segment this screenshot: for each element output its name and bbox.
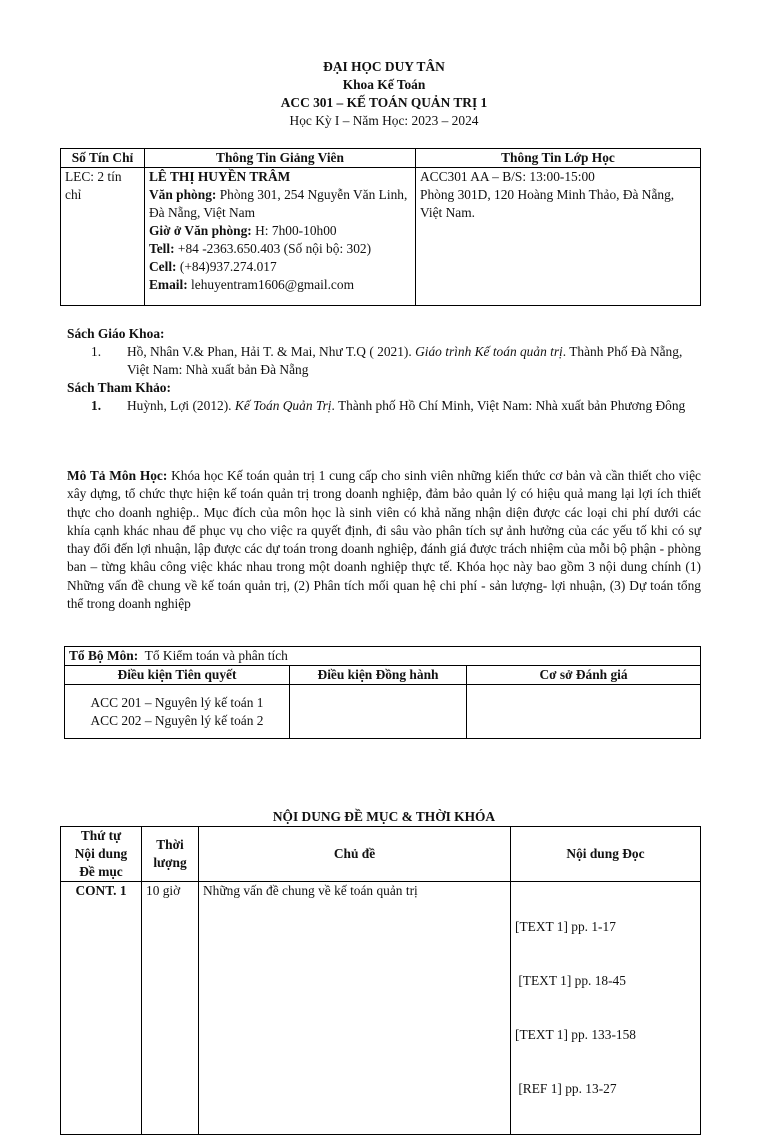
textbook-title: Sách Giáo Khoa: (67, 326, 165, 341)
reading-item: [REF 1] pp. 13-27 (515, 1081, 617, 1096)
prereq-cell (65, 685, 290, 739)
department-table (64, 646, 701, 739)
office-label: Văn phòng: (149, 187, 217, 202)
credits-header: Số Tín Chỉ (61, 149, 145, 168)
lecturer-email (149, 276, 411, 294)
assessment-header: Cơ sở Đánh giá (467, 666, 701, 685)
assessment-cell (467, 685, 701, 739)
time-cell: 10 giờ (142, 882, 199, 1135)
class-info-cell (416, 168, 701, 306)
order-header-line: Thứ tự (80, 828, 122, 843)
order-header-line: Đề mục (79, 864, 123, 879)
office-value: Phòng 301, 254 Nguyễn Văn Linh, Đà Nẵng, Việt Nam (149, 187, 408, 220)
document-header (0, 58, 768, 130)
lecturer-office (149, 186, 411, 222)
cell-label: Cell: (149, 259, 177, 274)
reference-publisher: . Thành phố Hồ Chí Minh, Việt Nam: Nhà xuất bản Phương Đông (331, 398, 686, 413)
department-label: Tổ Bộ Môn: (69, 648, 139, 663)
class-schedule: ACC301 AA – B/S: 13:00-15:00 (420, 169, 595, 184)
department-value: Tổ Kiểm toán và phân tích (144, 648, 288, 663)
credits-cell: LEC: 2 tín chỉ (61, 168, 145, 306)
order-cell: CONT. 1 (61, 882, 142, 1135)
reference-book: Kế Toán Quản Trị (234, 398, 332, 413)
lecturer-hours (149, 222, 411, 240)
reference-citation (115, 397, 707, 415)
lecturer-tel (149, 240, 411, 258)
description-label: Mô Tả Môn Học: (67, 468, 168, 483)
prereq-item: ACC 201 – Nguyên lý kế toán 1 (90, 694, 264, 710)
lecturer-cell-phone (149, 258, 411, 276)
schedule-table (60, 826, 701, 1135)
textbook-item (67, 343, 707, 379)
course-title: ACC 301 – KẾ TOÁN QUẢN TRỊ 1 (280, 95, 488, 110)
order-header-line: Nội dung (74, 846, 128, 861)
description-text: Khóa học Kế toán quản trị 1 cung cấp cho sinh viên những kiến thức cơ bản và cần thiết cho việc xây dựng, tổ chức thực hiện kế toán quản trị trong doanh nghiệp, đảm bảo quản lý có hiệu quả mang lại lợi ích thiết thực cho doanh nghiệp.. Mục đích của môn học là sinh viên có khả năng nhận diện được các loại chi phí dưới các khía cạnh khác nhau để phục vụ cho việc ra quyết định, đi sâu vào phân tích sự ảnh hưởng của các yếu tố khi có sự thay đổi đến lợi nhuận, lập được các dự toán trong doanh nghiệp, đánh giá được trách nhiệm của mỗi bộ phận - phòng ban – từng khâu công việc khác nhau trong một doanh nghiệp thực tế. Khóa học này bao gồm 3 nội dung chính (1) Những vấn đề chung về kế toán quản trị, (2) Phân tích mối quan hệ chi phí - sản lượng- lợi nhuận, (3) Dự toán tổng thể trong doanh nghiệp (67, 468, 701, 612)
textbook-citation (115, 343, 707, 379)
time-header-line: lượng (153, 855, 187, 870)
order-header (61, 827, 142, 882)
university-name: ĐẠI HỌC DUY TÂN (323, 59, 445, 74)
textbook-authors: Hồ, Nhân V.& Phan, Hải T. & Mai, Như T.Q ( 2021). (127, 344, 412, 359)
class-room: Phòng 301D, 120 Hoàng Minh Thảo, Đà Nẵng, Việt Nam. (420, 187, 675, 220)
email-label: Email: (149, 277, 188, 292)
cell-value: (+84)937.274.017 (179, 259, 277, 274)
email-value[interactable]: lehuyentram1606@gmail.com (191, 277, 354, 292)
coreq-cell (290, 685, 467, 739)
reading-cell (511, 882, 701, 1135)
reference-authors: Huỳnh, Lợi (2012). (127, 398, 232, 413)
reading-item: [TEXT 1] pp. 133-158 (515, 1027, 636, 1042)
textbook-publisher: . Thành Phố Đà Nẵng, Việt Nam: Nhà xuất bản Đà Nẵng (127, 344, 683, 377)
course-info-table (60, 148, 701, 306)
textbook-book: Giáo trình Kế toán quản trị (415, 344, 563, 359)
reading-header: Nội dung Đọc (511, 827, 701, 882)
reference-title: Sách Tham Khảo: (67, 380, 171, 395)
lecturer-cell (145, 168, 416, 306)
reference-number: 1. (91, 398, 102, 413)
lecturer-name: LÊ THỊ HUYỀN TRÂM (149, 169, 291, 184)
tel-value: +84 -2363.650.403 (Số nội bộ: 302) (177, 241, 372, 256)
reference-item (67, 397, 707, 415)
prereq-header: Điều kiện Tiên quyết (65, 666, 290, 685)
semester-line: Học Kỳ I – Năm Học: 2023 – 2024 (289, 113, 479, 128)
tel-label: Tell: (149, 241, 175, 256)
reading-item: [TEXT 1] pp. 18-45 (515, 973, 626, 988)
hours-value: H: 7h00-10h00 (255, 223, 337, 238)
faculty-name: Khoa Kế Toán (342, 77, 426, 92)
hours-label: Giờ ở Văn phòng: (149, 223, 252, 238)
class-header: Thông Tin Lớp Học (416, 149, 701, 168)
schedule-title: NỘI DUNG ĐỀ MỤC & THỜI KHÓA (272, 809, 496, 824)
schedule-row (61, 882, 701, 1135)
textbook-section (67, 325, 707, 415)
department-row (65, 647, 701, 666)
time-header (142, 827, 199, 882)
topic-cell: Những vấn đề chung về kế toán quản trị (199, 882, 511, 1135)
reading-item: [TEXT 1] pp. 1-17 (515, 919, 616, 934)
topic-header: Chủ đề (199, 827, 511, 882)
textbook-number: 1. (91, 344, 102, 359)
time-header-line: Thời (156, 837, 184, 852)
lecturer-header: Thông Tin Giảng Viên (145, 149, 416, 168)
prereq-item: ACC 202 – Nguyên lý kế toán 2 (90, 712, 264, 728)
course-description (67, 467, 701, 613)
coreq-header: Điều kiện Đồng hành (290, 666, 467, 685)
